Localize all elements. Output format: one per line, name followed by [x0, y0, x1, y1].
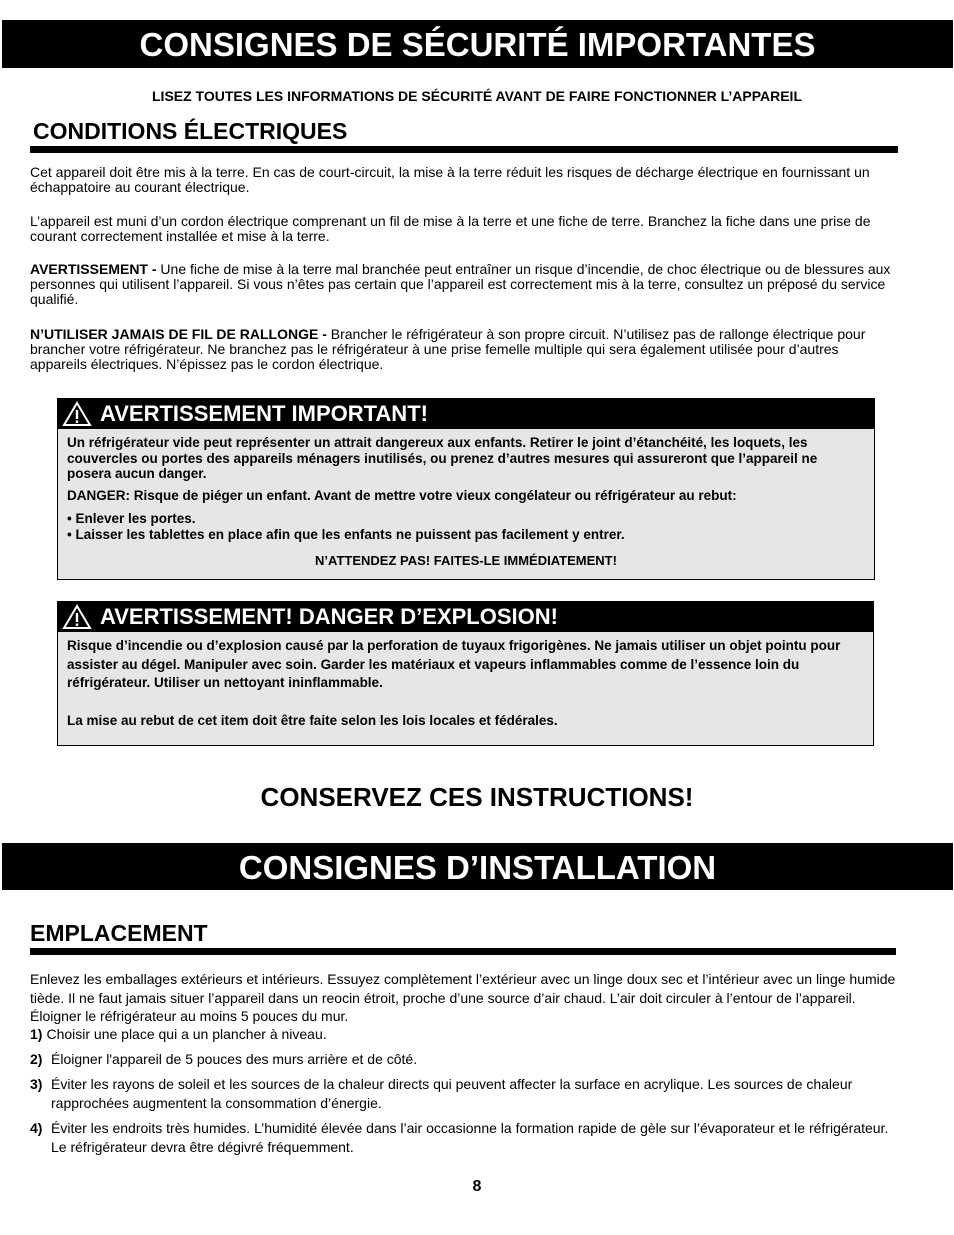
list-item: [30, 1025, 900, 1044]
read-all-notice: LISEZ TOUTES LES INFORMATIONS DE SÉCURITÉ AVANT DE FAIRE FONCTIONNER L’APPAREIL: [152, 88, 802, 104]
list-item-number: 2): [30, 1051, 43, 1067]
important-warning-text-2: DANGER: Risque de piéger un enfant. Avant de mettre votre vieux congélateur ou réfrigérateur au rebut:: [67, 487, 737, 503]
electrical-para-4: [30, 327, 898, 372]
list-item-text: Éviter les rayons de soleil et les sources de la chaleur directs qui peuvent affecter la surface en acrylique. Les sources de chaleur rapprochées augmentent la consommation d’énergie.: [51, 1076, 853, 1111]
warning-triangle-icon: [62, 401, 92, 427]
important-warning-bullet-2: • Laisser les tablettes en place afin que les enfants ne puissent pas facilement y entrer.: [67, 526, 625, 542]
important-warning-text-1: Un réfrigérateur vide peut représenter un attrait dangereux aux enfants. Retirer le joint d’étanchéité, les loquets, les couvercles ou portes des appareils ménagers inutilisés, ou prenez d’autres mesures qui assureront que l’appareil ne posera aucun danger.: [67, 435, 818, 481]
explosion-warning-header: [58, 602, 873, 632]
safety-title: CONSIGNES DE SÉCURITÉ IMPORTANTES: [139, 26, 816, 63]
explosion-warning-text-2: La mise au rebut de cet item doit être faite selon les lois locales et fédérales.: [67, 712, 558, 728]
electrical-heading: CONDITIONS ÉLECTRIQUES: [33, 118, 348, 144]
electrical-para-2: L’appareil est muni d’un cordon électrique comprenant un fil de mise à la terre et une fiche de terre. Branchez la fiche dans une prise de courant correctement installée et mise à la terre.: [30, 213, 871, 244]
installation-title-banner: [2, 843, 953, 890]
installation-title: CONSIGNES D’INSTALLATION: [238, 849, 717, 886]
warning-text: Une fiche de mise à la terre mal branchée peut entraîner un risque d’incendie, de choc électrique ou de blessures aux personnes qui utilisent l’appareil. Si vous n’êtes pas certain que l’appareil est correctement mis à la terre, consultez un préposé du service qualifié.: [30, 261, 891, 307]
list-item-text: Éloigner l'appareil de 5 pouces des murs arrière et de côté.: [51, 1051, 418, 1067]
location-heading-rule: [30, 948, 896, 955]
page-number: 8: [472, 1178, 482, 1195]
explosion-warning-text-1: Risque d’incendie ou d’explosion causé par la perforation de tuyaux frigorigènes. Ne jamais utiliser un objet pointu pour assister au dégel. Manipuler avec soin. Garder les matériaux et vapeurs inflammables comme de l’essence loin du réfrigérateur. Utiliser un nettoyant ininflammable.: [67, 638, 841, 690]
important-warning-title: AVERTISSEMENT IMPORTANT!: [100, 401, 428, 426]
list-item: [30, 1119, 900, 1157]
extension-cord-label: N’UTILISER JAMAIS DE FIL DE RALLONGE -: [30, 326, 327, 342]
list-item-text: Choisir une place qui a un plancher à niveau.: [46, 1026, 327, 1042]
explosion-warning-title: AVERTISSEMENT! DANGER D’EXPLOSION!: [100, 604, 558, 629]
list-item: [30, 1050, 900, 1069]
safety-title-banner: [2, 20, 953, 68]
location-heading: EMPLACEMENT: [30, 920, 208, 946]
electrical-para-3: [30, 262, 898, 307]
electrical-para-1: Cet appareil doit être mis à la terre. En cas de court-circuit, la mise à la terre réduit les risques de décharge électrique en fournissant un échappatoire au courant électrique.: [30, 164, 870, 195]
location-intro: Enlevez les emballages extérieurs et intérieurs. Essuyez complètement l’extérieur avec un linge doux sec et l’intérieur avec un linge humide tiède. Il ne faut jamais situer l’appareil dans un reocin étroit, proche d’une source d’air chaud. L’air doit circuler à l’entour de l’appareil. Éloigner le réfrigérateur au moins 5 pouces du mur.: [30, 971, 896, 1024]
extension-cord-text: Brancher le réfrigérateur à son propre circuit. N’utilisez pas de rallonge électrique pour brancher votre réfrigérateur. Ne branchez pas le réfrigérateur à une prise femelle multiple qui sera également utilisée pour d’autres appareils électriques. N’épissez pas le cordon électrique.: [30, 326, 866, 372]
warning-label: AVERTISSEMENT -: [30, 261, 157, 277]
list-item: [30, 1075, 900, 1113]
list-item-number: 3): [30, 1076, 43, 1092]
important-warning-box: [57, 398, 875, 580]
warning-triangle-icon: [62, 604, 92, 630]
list-item-number: 4): [30, 1120, 43, 1136]
list-item-number: 1): [30, 1026, 43, 1042]
electrical-heading-rule: [30, 146, 898, 153]
important-warning-header: [58, 399, 874, 429]
keep-instructions: CONSERVEZ CES INSTRUCTIONS!: [260, 782, 694, 812]
important-warning-bullet-1: • Enlever les portes.: [67, 511, 196, 526]
explosion-warning-box: [57, 601, 874, 746]
important-warning-footer: N’ATTENDEZ PAS! FAITES-LE IMMÉDIATEMENT!: [315, 553, 617, 568]
list-item-text: Éviter les endroits très humides. L’humidité élevée dans l’air occasionne la formation rapide de gèle sur l’évaporateur et le réfrigérateur. Le réfrigérateur devra être dégivré fréquemment.: [51, 1120, 889, 1155]
